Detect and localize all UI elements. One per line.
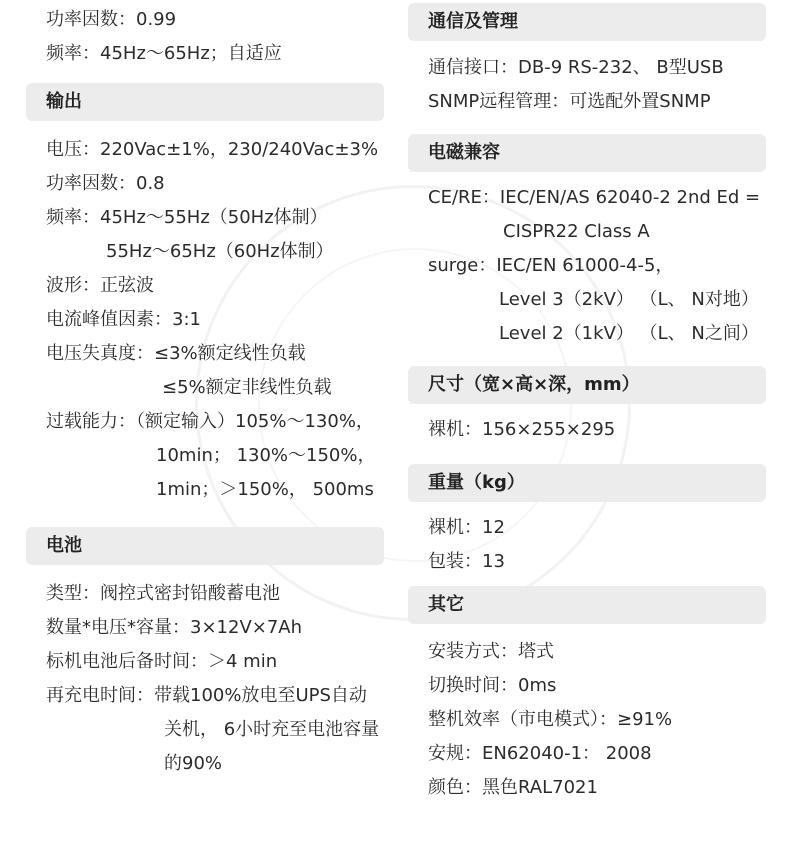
output-distortion: 电压失真度：≤3%额定线性负载 (46, 343, 306, 364)
output-frequency: 频率：45Hz～55Hz（50Hz体制） (46, 207, 328, 228)
section-header-output: 输出 (26, 83, 384, 121)
section-header-weight: 重量（kg） (408, 464, 766, 502)
other-color: 颜色：黑色RAL7021 (428, 777, 598, 798)
input-power-factor: 功率因数：0.99 (46, 9, 177, 30)
input-frequency: 频率：45Hz～65Hz；自适应 (46, 43, 282, 64)
battery-recharge-cont2: 的90% (164, 753, 223, 774)
size-bare: 裸机：156×255×295 (428, 419, 616, 440)
output-frequency-cont: 55Hz～65Hz（60Hz体制） (106, 241, 334, 262)
section-header-other: 其它 (408, 586, 766, 624)
battery-backup-time: 标机电池后备时间：＞4 min (46, 651, 278, 672)
weight-bare: 裸机：12 (428, 517, 505, 538)
output-distortion-cont: ≤5%额定非线性负载 (162, 377, 332, 398)
section-header-battery: 电池 (26, 527, 384, 565)
battery-recharge-cont1: 关机， 6小时充至电池容量 (164, 719, 380, 740)
comm-snmp: SNMP远程管理：可选配外置SNMP (428, 91, 711, 112)
emc-surge: surge：IEC/EN 61000-4-5， (428, 255, 674, 276)
output-overload-cont2: 1min；＞150%， 500ms (156, 479, 374, 500)
output-overload-cont1: 10min； 130%～150%， (156, 445, 376, 466)
section-header-comm: 通信及管理 (408, 3, 766, 41)
emc-ce-re-cont: CISPR22 Class A (503, 221, 650, 242)
other-install: 安装方式：塔式 (428, 641, 554, 662)
section-header-emc: 电磁兼容 (408, 134, 766, 172)
other-safety: 安规：EN62040-1： 2008 (428, 743, 652, 764)
output-voltage: 电压：220Vac±1%，230/240Vac±3% (46, 139, 379, 160)
output-power-factor: 功率因数：0.8 (46, 173, 165, 194)
battery-spec: 数量*电压*容量：3×12V×7Ah (46, 617, 303, 638)
emc-level3: Level 3（2kV） （L、 N对地） (499, 289, 759, 310)
comm-interface: 通信接口：DB-9 RS-232、 B型USB (428, 57, 724, 78)
emc-level2: Level 2（1kV） （L、 N之间） (499, 323, 759, 344)
other-efficiency: 整机效率（市电模式）：≥91% (428, 709, 673, 730)
output-crest-factor: 电流峰值因素：3:1 (46, 309, 201, 330)
output-waveform: 波形：正弦波 (46, 275, 154, 296)
output-overload: 过载能力：（额定输入）105%～130%， (46, 411, 374, 432)
other-transfer-time: 切换时间：0ms (428, 675, 557, 696)
battery-type: 类型：阀控式密封铅酸蓄电池 (46, 583, 280, 604)
battery-recharge: 再充电时间：带载100%放电至UPS自动 (46, 685, 367, 706)
section-header-size: 尺寸（宽×高×深，mm） (408, 366, 766, 404)
emc-ce-re: CE/RE：IEC/EN/AS 62040-2 2nd Ed = (428, 187, 761, 208)
weight-package: 包装：13 (428, 551, 505, 572)
